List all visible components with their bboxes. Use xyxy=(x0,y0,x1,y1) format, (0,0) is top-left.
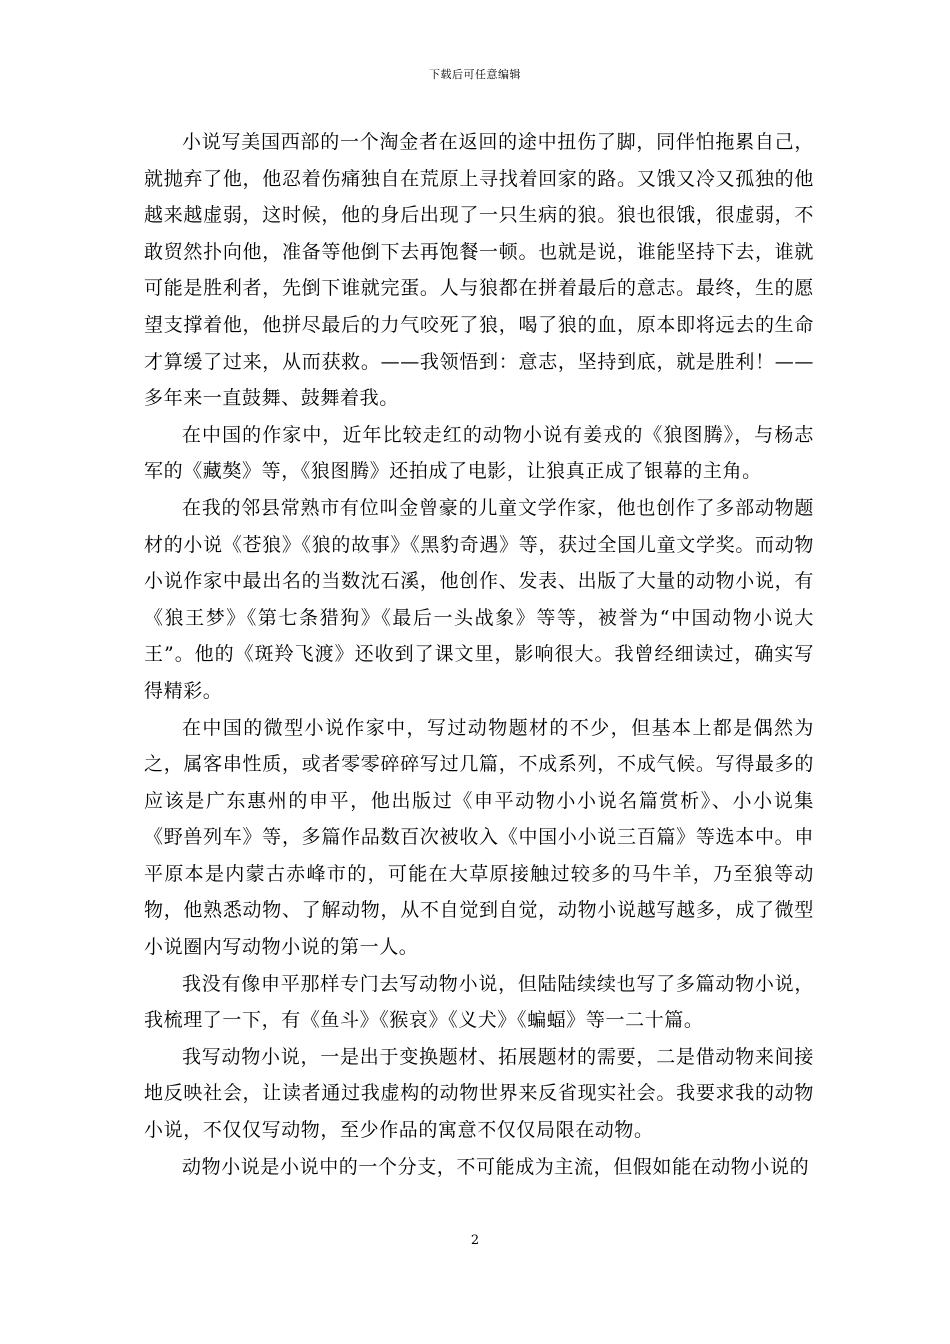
page-header: 下载后可任意编辑 xyxy=(429,68,521,81)
paragraph: 在我的邻县常熟市有位叫金曾豪的儿童文学作家，他也创作了多部动物题材的小说《苍狼》《狼的故事》《黑豹奇遇》等，获过全国儿童文学奖。而动物小说作家中最出名的当数沈石溪，他创作、发表、出版了大量的动物小说，有《狼王梦》《第七条猎狗》《最后一头战象》等等，被誉为“中国动物小说大王”。他的《斑羚飞渡》还收到了课文里，影响很大。我曾经细读过，确实写得精彩。 xyxy=(144,496,814,702)
paragraph: 我写动物小说，一是出于变换题材、拓展题材的需要，二是借动物来间接地反映社会，让读者通过我虚构的动物世界来反省现实社会。我要求我的动物小说，不仅仅写动物，至少作品的寓意不仅仅局限在动物。 xyxy=(144,1045,814,1142)
paragraph: 在中国的微型小说作家中，写过动物题材的不少，但基本上都是偶然为之，属客串性质，或者零零碎碎写过几篇，不成系列，不成气候。写得最多的应该是广东惠州的申平，他出版过《申平动物小小说名篇赏析》、小小说集《野兽列车》等，多篇作品数百次被收入《中国小小说三百篇》等选本中。申平原本是内蒙古赤峰市的，可能在大草原接触过较多的马牛羊，乃至狼等动物，他熟悉动物、了解动物，从不自觉到自觉，动物小说越写越多，成了微型小说圈内写动物小说的第一人。 xyxy=(144,716,814,959)
page-number: 2 xyxy=(470,1233,480,1248)
paragraph: 我没有像申平那样专门去写动物小说，但陆陆续续也写了多篇动物小说，我梳理了一下，有《鱼斗》《猴哀》《义犬》《蝙蝠》等一二十篇。 xyxy=(144,972,814,1032)
paragraph: 小说写美国西部的一个淘金者在返回的途中扭伤了脚，同伴怕拖累自己，就抛弃了他，他忍着伤痛独自在荒原上寻找着回家的路。又饿又冷又孤独的他越来越虚弱，这时候，他的身后出现了一只生病的狼。狼也很饿，很虚弱，不敢贸然扑向他，准备等他倒下去再饱餐一顿。也就是说，谁能坚持下去，谁就可能是胜利者，先倒下谁就完蛋。人与狼都在拼着最后的意志。最终，生的愿望支撑着他，他拼尽最后的力气咬死了狼，喝了狼的血，原本即将远去的生命才算缓了过来，从而获救。——我领悟到：意志，坚持到底，就是胜利！——多年来一直鼓舞、鼓舞着我。 xyxy=(144,131,814,410)
paragraph: 在中国的作家中，近年比较走红的动物小说有姜戎的《狼图腾》，与杨志军的《藏獒》等，《狼图腾》还拍成了电影，让狼真正成了银幕的主角。 xyxy=(144,423,814,483)
paragraph: 动物小说是小说中的一个分支，不可能成为主流，但假如能在动物小说的 xyxy=(182,1155,810,1178)
document-body xyxy=(144,124,814,1185)
